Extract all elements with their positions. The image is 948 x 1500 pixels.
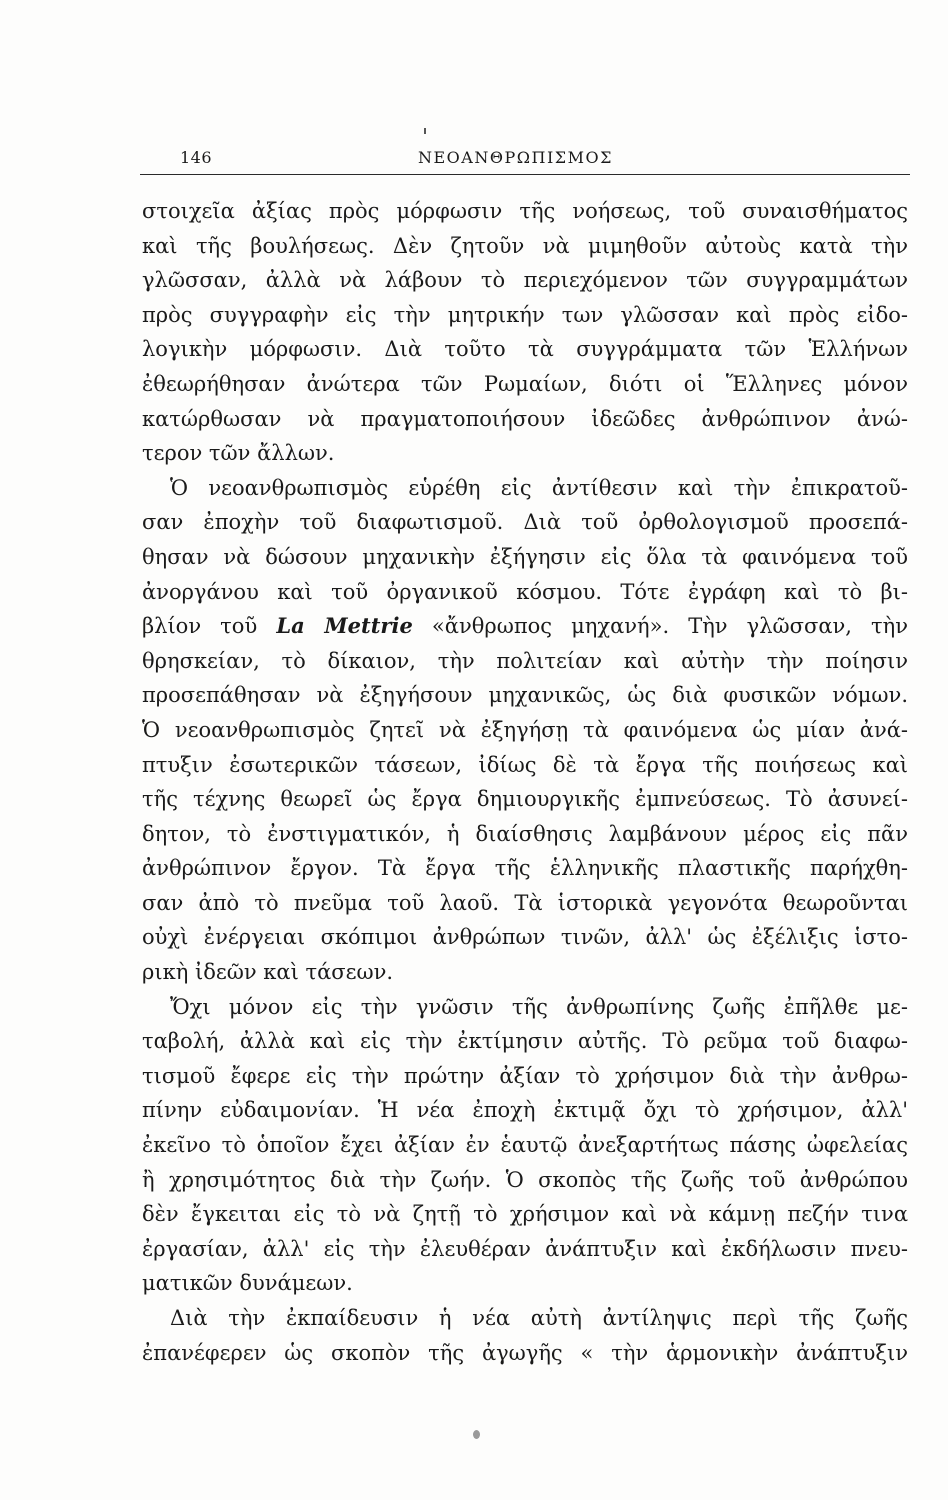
text-line: ταβολή, ἀλλὰ καὶ εἰς τὴν ἐκτίμησιν αὐτῆς. Τὸ ρεῦμα τοῦ διαφω- bbox=[142, 1029, 908, 1054]
text-line: τισμοῦ ἔφερε εἰς τὴν πρώτην ἀξίαν τὸ χρήσιμον διὰ τὴν ἀνθρω- bbox=[142, 1063, 908, 1088]
text-line-with-author: βλίον τοῦ La Mettrie «ἄνθρωπος μηχανή». Τὴν γλῶσσαν, τὴν bbox=[142, 613, 908, 639]
text-line: ἀνθρώπινον ἔργον. Τὰ ἔργα τῆς ἑλληνικῆς πλαστικῆς παρήχθη- bbox=[142, 856, 908, 881]
text-line: ματικῶν δυνάμεων. bbox=[142, 1271, 353, 1296]
text-line: σαν ἐποχὴν τοῦ διαφωτισμοῦ. Διὰ τοῦ ὀρθολογισμοῦ προσεπά- bbox=[142, 510, 908, 535]
text-line: στοιχεῖα ἀξίας πρὸς μόρφωσιν τῆς νοήσεως, τοῦ συναισθήματος bbox=[142, 199, 908, 223]
text-line: τερον τῶν ἄλλων. bbox=[142, 441, 335, 466]
text-line: γλῶσσαν, ἀλλὰ νὰ λάβουν τὸ περιεχόμενον τῶν συγγραμμάτων bbox=[142, 268, 908, 293]
text-line: Ὁ νεοανθρωπισμὸς ζητεῖ νὰ ἐξηγήσῃ τὰ φαινόμενα ὡς μίαν ἀνά- bbox=[142, 717, 908, 742]
print-mark bbox=[424, 128, 426, 134]
text-line: τῆς τέχνης θεωρεῖ ὡς ἔργα δημιουργικῆς ἐμπνεύσεως. Τὸ ἀσυνεί- bbox=[142, 787, 908, 812]
text-line: θησαν νὰ δώσουν μηχανικὴν ἐξήγησιν εἰς ὅλα τὰ φαινόμενα τοῦ bbox=[142, 544, 908, 569]
text-line: δητον, τὸ ἐνστιγματικόν, ἡ διαίσθησις λαμβάνουν μέρος εἰς πᾶν bbox=[142, 821, 908, 846]
page-number: 146 bbox=[180, 148, 213, 167]
text-line: Ὁ νεοανθρωπισμὸς εὑρέθη εἰς ἀντίθεσιν καὶ τὴν ἐπικρατοῦ- bbox=[170, 475, 908, 500]
ink-speck bbox=[473, 1430, 480, 1439]
text-line: ρικὴ ἰδεῶν καὶ τάσεων. bbox=[142, 960, 394, 985]
text-line: ἐκεῖνο τὸ ὁποῖον ἔχει ἀξίαν ἐν ἑαυτῷ ἀνεξαρτήτως πάσης ὠφελείας bbox=[142, 1133, 908, 1158]
page-header bbox=[140, 146, 910, 175]
text-line: ἐθεωρήθησαν ἀνώτερα τῶν Ρωμαίων, διότι οἱ Ἕλληνες μόνον bbox=[142, 371, 908, 396]
text-line: ἐπανέφερεν ὡς σκοπὸν τῆς ἀγωγῆς « τὴν ἁρμονικὴν ἀνάπτυξιν bbox=[142, 1340, 908, 1365]
text-line: κατώρθωσαν νὰ πραγματοποιήσουν ἰδεῶδες ἀνθρώπινον ἀνώ- bbox=[142, 406, 908, 431]
text-line: δὲν ἔγκειται εἰς τὸ νὰ ζητῇ τὸ χρήσιμον καὶ νὰ κάμνῃ πεζήν τινα bbox=[142, 1202, 908, 1227]
body-text bbox=[142, 194, 908, 1370]
text-line: πτυξιν ἐσωτερικῶν τάσεων, ἰδίως δὲ τὰ ἔργα τῆς ποιήσεως καὶ bbox=[142, 752, 908, 777]
text-line: θρησκείαν, τὸ δίκαιον, τὴν πολιτείαν καὶ αὐτὴν τὴν ποίησιν bbox=[142, 648, 908, 673]
text-line: πίνην εὐδαιμονίαν. Ἡ νέα ἐποχὴ ἐκτιμᾷ ὄχι τὸ χρήσιμον, ἀλλ' bbox=[142, 1098, 908, 1123]
text-line: λογικὴν μόρφωσιν. Διὰ τοῦτο τὰ συγγράμματα τῶν Ἑλλήνων bbox=[142, 337, 908, 362]
running-title: ΝΕΟΑΝΘΡΩΠΙΣΜΟΣ bbox=[418, 148, 613, 167]
author-name: La Mettrie bbox=[276, 613, 413, 639]
text-line: σαν ἀπὸ τὸ πνεῦμα τοῦ λαοῦ. Τὰ ἱστορικὰ γεγονότα θεωροῦνται bbox=[142, 890, 908, 915]
text-line: πρὸς συγγραφὴν εἰς τὴν μητρικήν των γλῶσσαν καὶ πρὸς εἰδο- bbox=[142, 302, 908, 327]
text-line: ἐργασίαν, ἀλλ' εἰς τὴν ἐλευθέραν ἀνάπτυξιν καὶ ἐκδήλωσιν πνευ- bbox=[142, 1236, 908, 1261]
text-line: Ὄχι μόνον εἰς τὴν γνῶσιν τῆς ἀνθρωπίνης ζωῆς ἐπῆλθε με- bbox=[170, 994, 908, 1019]
text-line: προσεπάθησαν νὰ ἐξηγήσουν μηχανικῶς, ὡς διὰ φυσικῶν νόμων. bbox=[142, 683, 908, 708]
text-line: ἀνοργάνου καὶ τοῦ ὀργανικοῦ κόσμου. Τότε ἐγράφη καὶ τὸ βι- bbox=[142, 579, 908, 604]
text-line: καὶ τῆς βουλήσεως. Δὲν ζητοῦν νὰ μιμηθοῦν αὐτοὺς κατὰ τὴν bbox=[142, 233, 908, 258]
text-line: Διὰ τὴν ἐκπαίδευσιν ἡ νέα αὐτὴ ἀντίληψις περὶ τῆς ζωῆς bbox=[170, 1306, 908, 1330]
text-line: ἢ χρησιμότητος διὰ τὴν ζωήν. Ὁ σκοπὸς τῆς ζωῆς τοῦ ἀνθρώπου bbox=[142, 1167, 908, 1192]
text-line: οὐχὶ ἐνέργειαι σκόπιμοι ἀνθρώπων τινῶν, ἀλλ' ὡς ἐξέλιξις ἱστο- bbox=[142, 925, 908, 950]
